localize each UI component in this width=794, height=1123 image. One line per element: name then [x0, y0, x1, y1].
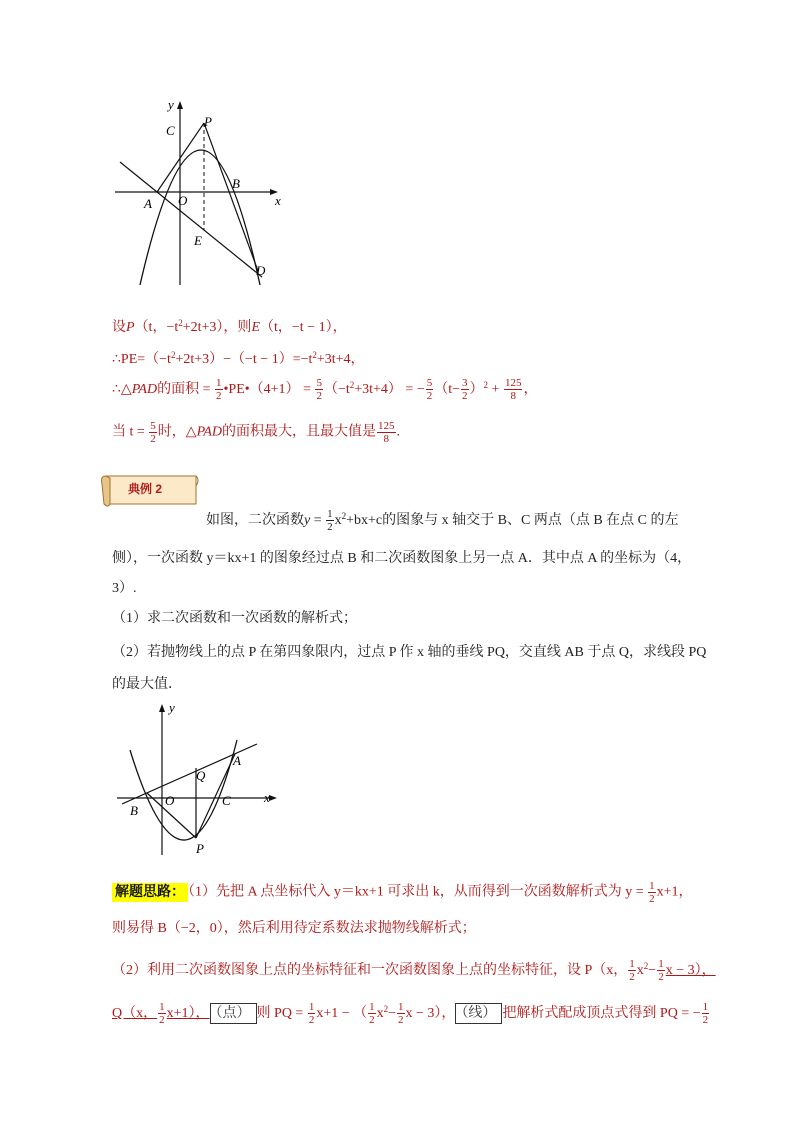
hint-line-4: Q（x， $\frac{1}{2}$ x+1）， （点） 则 PQ = $\frac{1}{2}$ x+1 − （ $\frac{1}{2}$ $x^2-$ $\frac{1}{2}$ x − 3）， （线） 把解析式配成顶点式得到 PQ = − $\frac{1}{2}$ [112, 1001, 709, 1027]
fig1-label-B: B [232, 176, 240, 191]
fig1-label-y: y [168, 97, 174, 112]
solution-line-3: ∴△PAD的面积 = $\frac{1}{2}$ •PE•（4+1） = $\frac{5}{2}$ $(-t^2+3t+4)$ = − $\frac{5}{2}$ （t− $\frac{3}{2}$ ）$^2$ + $\frac{125}{8}$ ， [112, 377, 538, 403]
fig1-label-C: C [166, 123, 175, 138]
fig2-label-P: P [196, 841, 204, 856]
question-2-line-1: （2）若抛物线上的点 P 在第四象限内，过点 P 作 x 轴的垂线 PQ，交直线 AB 于点 Q，求线段 PQ [112, 645, 707, 660]
fig2-label-C: C [222, 793, 231, 808]
example-tag-label: 典例 2 [128, 482, 163, 496]
fig2-label-Q: Q [196, 768, 206, 783]
hint-box-point: （点） [210, 1003, 257, 1024]
fig2-label-O: O [165, 793, 175, 808]
fig1-label-A: A [144, 196, 152, 211]
solution-line-1: 设P（t，$-t^2+2t+3$），则E（t，−t − 1）， [112, 318, 347, 335]
fig2-label-x: x [264, 790, 270, 805]
solution-line-4: 当 t = $\frac{5}{2}$ 时，△PAD的面积最大，且最大值是 $\frac{125}{8}$ . [112, 420, 400, 445]
hint-line-1: 解题思路： （1）先把 A 点坐标代入 y＝kx+1 可求出 k，从而得到一次函数解析式为 y = $\frac{1}{2}$ x+1， [112, 880, 693, 905]
hint-line-3: （2）利用二次函数图象上点的坐标特征和一次函数图象上点的坐标特征，设 P（x， $\frac{1}{2}$ $x^2-$ $\frac{1}{2}$ x − 3）， [112, 958, 716, 984]
fig1-label-E: E [194, 233, 202, 248]
fig2-label-y: y [169, 700, 175, 715]
fig1-label-D: D [256, 263, 266, 278]
solution-line-2: $\therefore PE=(-t^2+2t+3)-(-t - 1)=-t^2+3t+4$， [112, 350, 365, 367]
problem-line-1: 如图，二次函数y = $\frac{1}{2}$ $x^2+bx+c$的图象与 x 轴交于 B、C 两点（点 B 在点 C 的左 [206, 508, 679, 534]
problem-line-2: 侧），一次函数 y＝kx+1 的图象经过点 B 和二次函数图象上另一点 A．其中点 A 的坐标为（4， [112, 551, 692, 566]
fig1-label-x: x [275, 193, 281, 208]
question-1: （1）求二次函数和一次函数的解析式； [112, 611, 357, 626]
problem-line-3: 3）. [112, 581, 137, 596]
hint-box-line: （线） [455, 1003, 502, 1024]
fig2-label-A: A [233, 753, 241, 768]
hint-label: 解题思路： [112, 883, 188, 902]
fig1-label-P: P [204, 114, 212, 129]
figure-1 [110, 95, 290, 295]
hint-line-2: 则易得 B（−2，0），然后利用待定系数法求抛物线解析式； [112, 921, 476, 936]
figure-2 [112, 700, 282, 860]
fig2-label-B: B [130, 803, 138, 818]
question-2-line-2: 的最大值． [112, 677, 182, 692]
fig1-label-O: O [178, 193, 188, 208]
